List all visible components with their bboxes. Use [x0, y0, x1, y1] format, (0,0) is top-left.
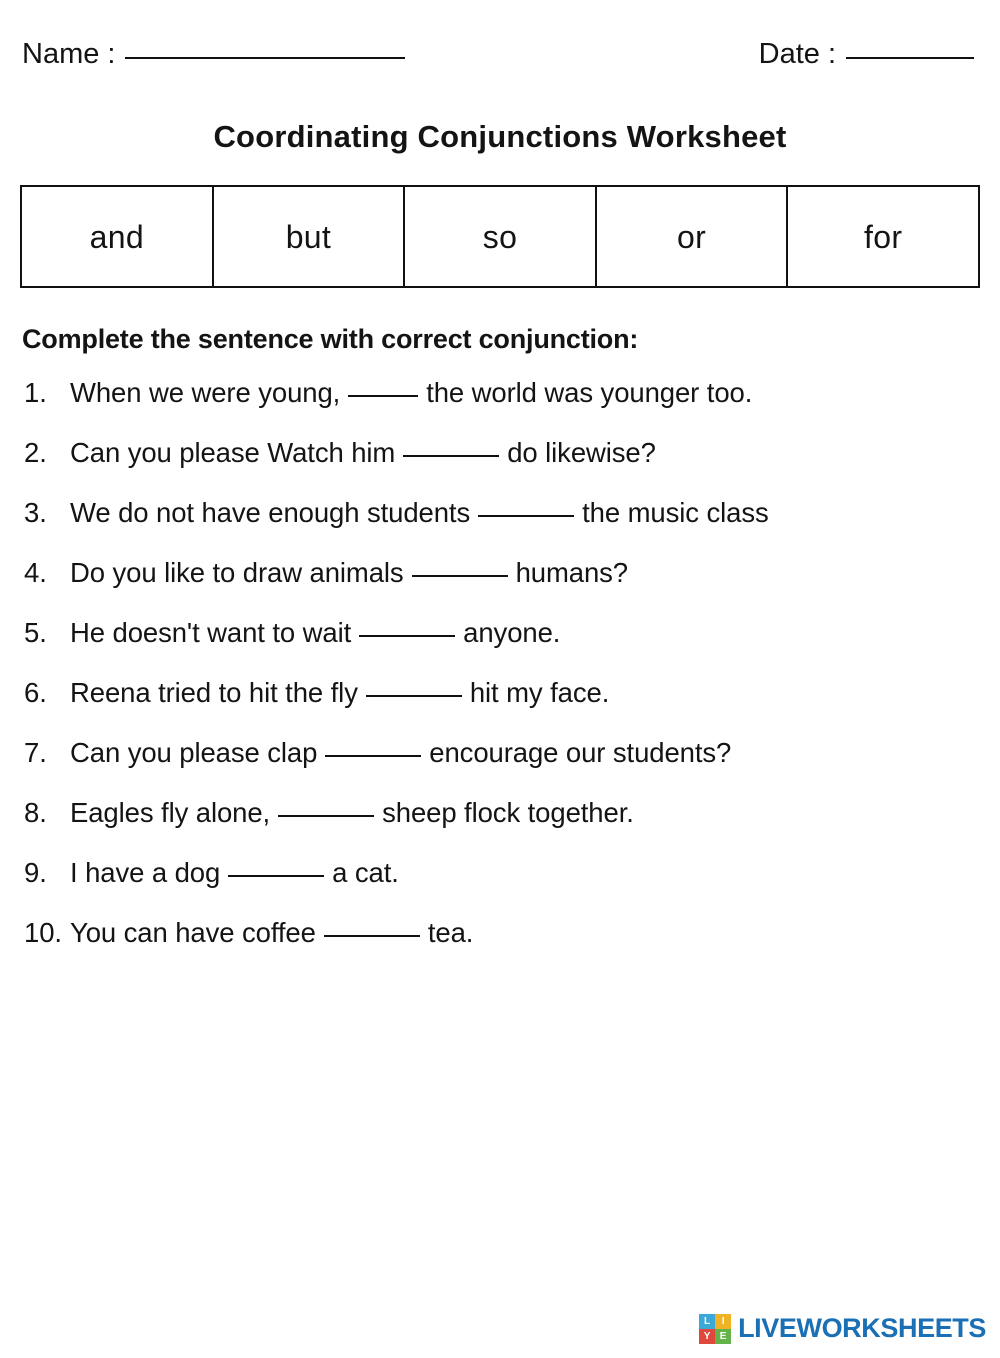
answer-blank[interactable] [403, 455, 499, 457]
question-text-before-blank: Can you please Watch him [70, 437, 396, 468]
answer-blank[interactable] [412, 575, 508, 577]
word-bank-cell[interactable]: or [597, 187, 789, 286]
word-bank-cell[interactable]: and [22, 187, 214, 286]
name-field [22, 38, 405, 71]
name-input-blank[interactable] [125, 57, 405, 59]
question-text-after-blank: do likewise? [507, 437, 656, 468]
question-number: 3. [24, 497, 47, 528]
name-label: Name : [22, 38, 116, 70]
question-number: 2. [24, 437, 47, 468]
answer-blank[interactable] [228, 875, 324, 877]
question-text-after-blank: encourage our students? [429, 737, 732, 768]
question-row [24, 377, 980, 409]
question-text-before-blank: I have a dog [70, 857, 221, 888]
question-list [20, 377, 980, 949]
question-row [24, 797, 980, 829]
question-text-before-blank: Eagles fly alone, [70, 797, 271, 828]
answer-blank[interactable] [359, 635, 455, 637]
question-text-after-blank: anyone. [463, 617, 561, 648]
answer-blank[interactable] [325, 755, 421, 757]
question-text-after-blank: humans? [515, 557, 628, 588]
answer-blank[interactable] [348, 395, 418, 397]
question-text-after-blank: the world was younger too. [426, 377, 753, 408]
logo-mark-icon [699, 1314, 731, 1344]
logo-letter-e: E [715, 1329, 731, 1344]
question-number: 4. [24, 557, 47, 588]
instruction-text: Complete the sentence with correct conjunction: [22, 324, 639, 354]
question-text-before-blank: When we were young, [70, 377, 341, 408]
question-row [24, 497, 980, 529]
liveworksheets-logo[interactable] [699, 1313, 986, 1344]
date-input-blank[interactable] [846, 57, 974, 59]
question-number: 7. [24, 737, 47, 768]
question-number: 8. [24, 797, 47, 828]
logo-letter-l: L [699, 1314, 715, 1329]
question-number: 9. [24, 857, 47, 888]
question-number: 1. [24, 377, 47, 408]
question-row [24, 557, 980, 589]
question-text-after-blank: hit my face. [469, 677, 610, 708]
word-bank-cell[interactable]: so [405, 187, 597, 286]
word-bank-table [20, 185, 980, 288]
logo-letter-y: Y [699, 1329, 715, 1344]
question-row [24, 617, 980, 649]
question-text-before-blank: Do you like to draw animals [70, 557, 404, 588]
question-text-before-blank: Can you please clap [70, 737, 318, 768]
question-text-before-blank: We do not have enough students [70, 497, 471, 528]
question-number: 6. [24, 677, 47, 708]
question-text-after-blank: the music class [582, 497, 769, 528]
page-title: Coordinating Conjunctions Worksheet [213, 119, 787, 154]
word-bank-cell[interactable]: for [788, 187, 980, 286]
question-text-before-blank: He doesn't want to wait [70, 617, 352, 648]
answer-blank[interactable] [366, 695, 462, 697]
date-label: Date : [758, 38, 836, 70]
answer-blank[interactable] [324, 935, 420, 937]
word-bank-cell[interactable]: but [214, 187, 406, 286]
worksheet-header [20, 38, 980, 71]
question-row [24, 857, 980, 889]
answer-blank[interactable] [478, 515, 574, 517]
question-text-before-blank: Reena tried to hit the fly [70, 677, 358, 708]
question-row [24, 737, 980, 769]
date-field [759, 38, 974, 71]
question-text-after-blank: tea. [427, 917, 474, 948]
question-row [24, 677, 980, 709]
question-text-after-blank: sheep flock together. [382, 797, 634, 828]
question-text-after-blank: a cat. [332, 857, 399, 888]
logo-letter-i: I [715, 1314, 731, 1329]
question-row [24, 437, 980, 469]
logo-text: LIVEWORKSHEETS [738, 1313, 986, 1343]
question-number: 5. [24, 617, 47, 648]
question-text-before-blank: You can have coffee [70, 917, 316, 948]
question-number: 10. [24, 917, 62, 948]
question-row [24, 917, 980, 949]
answer-blank[interactable] [278, 815, 374, 817]
